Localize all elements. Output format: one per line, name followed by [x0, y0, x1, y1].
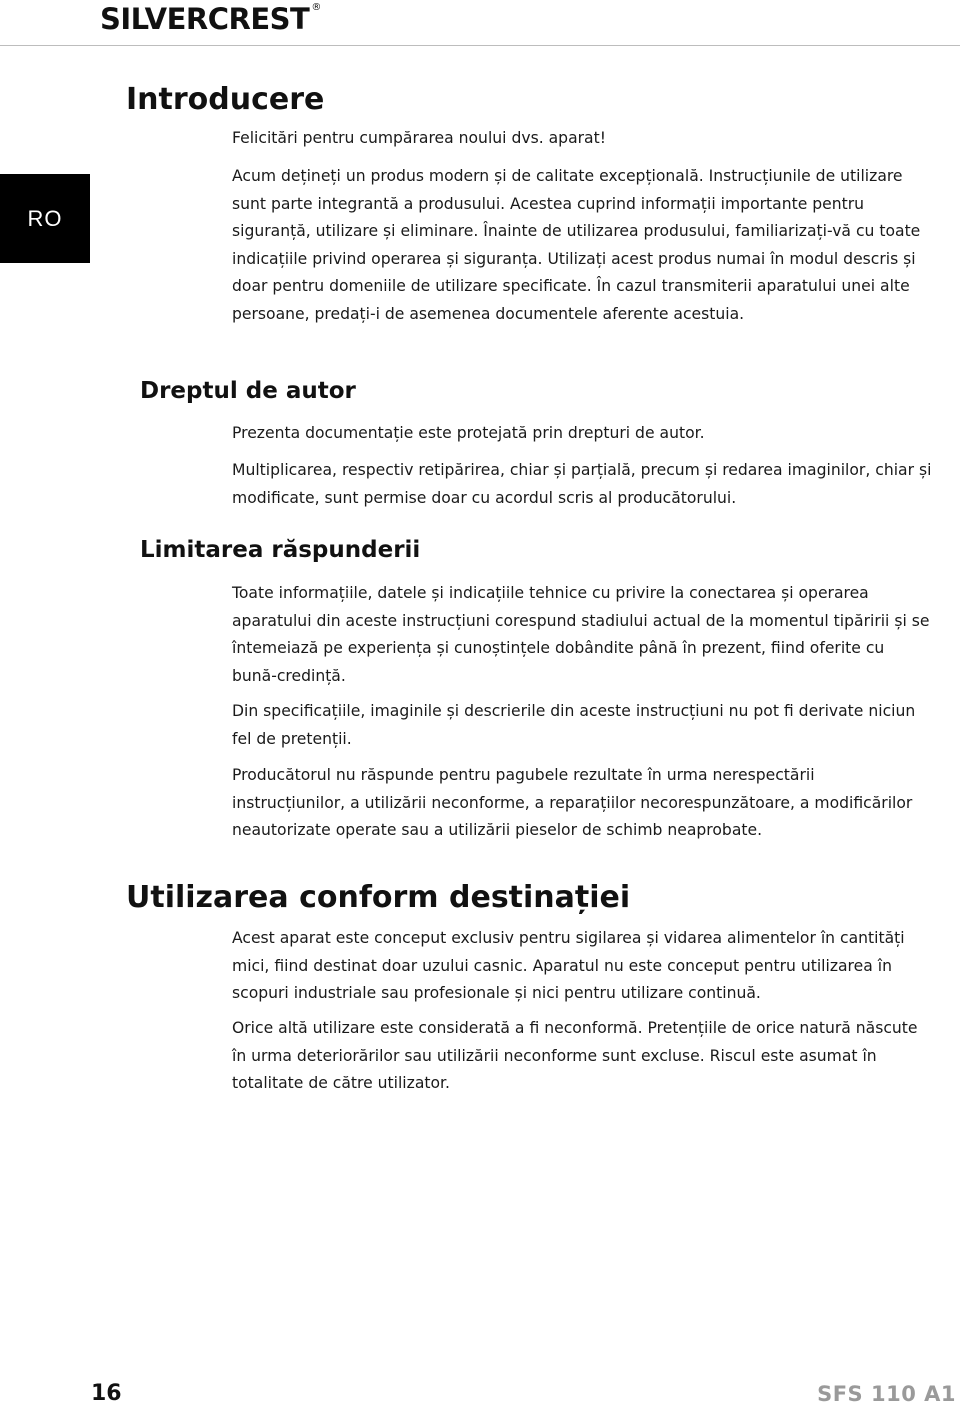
liability-paragraph-3: Producătorul nu răspunde pentru pagubele rezultate în urma nerespectării instrucțiunilor, a utilizării neconforme, a reparațiilor necorespunzătoare, a modificărilor neautorizate operate sau a utilizării pieselor de schimb neaprobate. [232, 766, 913, 839]
section-title-dreptul-de-autor: Dreptul de autor [140, 378, 356, 404]
intended-use-paragraph-1: Acest aparat este conceput exclusiv pentru sigilarea și vidarea alimentelor în cantități mici, fiind destinat doar uzului casnic. Aparatul nu este conceput pentru utilizarea în scopuri industriale sau profesionale și nici pentru utilizare continuă. [232, 929, 905, 1002]
silvercrest-logo [100, 2, 321, 36]
registered-mark: ® [311, 2, 321, 13]
liability-paragraph-2: Din specificațiile, imaginile și descrierile din aceste instrucțiuni nu pot fi derivate niciun fel de pretenții. [232, 702, 916, 748]
intended-use-paragraph-2: Orice altă utilizare este considerată a fi neconformă. Pretențiile de orice natură născute în urma deteriorărilor sau utilizării neconforme sunt excluse. Riscul este asumat în totalitate de către utilizator. [232, 1019, 918, 1092]
section-title-utilizarea-conform: Utilizarea conform destinației [126, 880, 631, 915]
section-title-limitarea-raspunderii: Limitarea răspunderii [140, 537, 421, 563]
header-divider [0, 45, 960, 46]
copyright-paragraph-1: Prezenta documentație este protejată prin drepturi de autor. [232, 424, 705, 442]
language-tab: RO [0, 174, 90, 263]
model-number: SFS 110 A1 [817, 1382, 956, 1406]
copyright-paragraph-2: Multiplicarea, respectiv retipărirea, chiar și parțială, precum și redarea imaginilor, chiar și modificate, sunt permise doar cu acordul scris al producătorului. [232, 461, 932, 507]
intro-paragraph-2: Acum dețineți un produs modern și de calitate excepțională. Instrucțiunile de utilizare sunt parte integrantă a produsului. Acestea cuprind informații importante pentru siguranță, utilizare și eliminare. Înainte de utilizarea produsului, familiarizați-vă cu toate indicațiile privind operarea și siguranța. Utilizați acest produs numai în modul descris și doar pentru domeniile de utilizare specificate. În cazul transmiterii aparatului unei alte persoane, predați-i de asemenea documentele aferente acestuia. [232, 167, 921, 323]
liability-paragraph-1: Toate informațiile, datele și indicațiile tehnice cu privire la conectarea și operarea aparatului din aceste instrucțiuni corespund stadiului actual de la momentul tipăririi și se întemeiază pe experiența și cunoștințele dobândite până în prezent, fiind oferite cu bună-credință. [232, 584, 930, 685]
section-title-introducere: Introducere [126, 82, 325, 117]
intro-paragraph-1: Felicitări pentru cumpărarea noului dvs. aparat! [232, 129, 606, 147]
page-number: 16 [91, 1381, 122, 1406]
logo-text: SILVERCREST [100, 2, 310, 36]
